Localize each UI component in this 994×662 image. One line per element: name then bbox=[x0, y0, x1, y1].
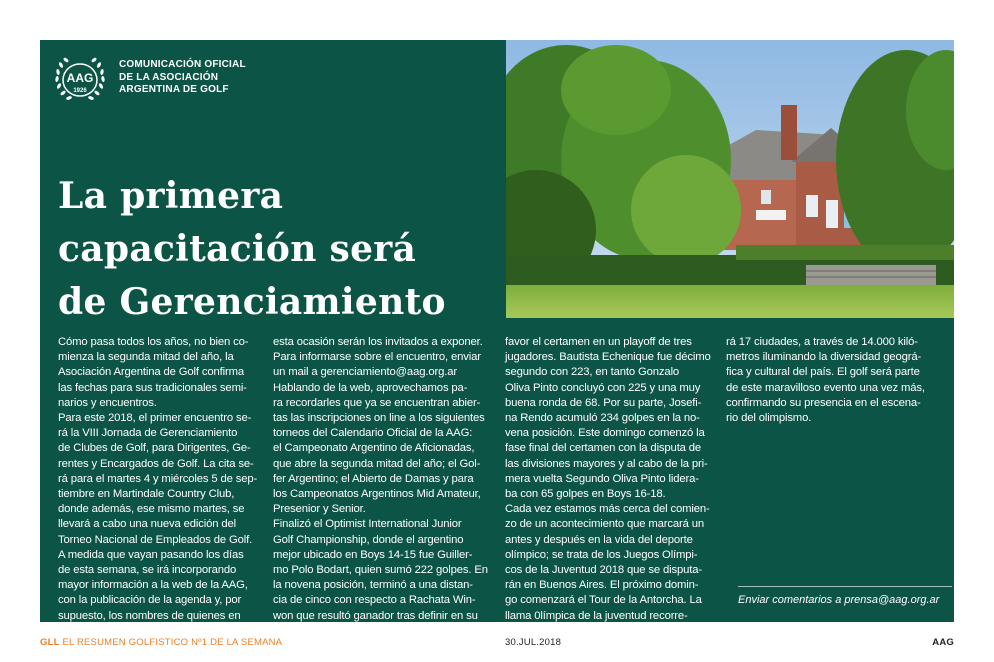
contact-email[interactable]: Enviar comentarios a prensa@aag.org.ar bbox=[738, 594, 940, 606]
article-column-3 bbox=[505, 335, 720, 624]
email-link[interactable]: un mail a gerenciamiento@aag.org.ar bbox=[273, 366, 457, 379]
text-line: tas las inscripciones on line a los siguientes bbox=[273, 412, 485, 425]
article-column-4 bbox=[726, 335, 941, 426]
text-line: rá la VIII Jornada de Gerenciamiento bbox=[58, 427, 238, 440]
headline-line: de Gerenciamiento bbox=[58, 281, 446, 323]
text-line: rá para el martes 4 y miércoles 5 de sep- bbox=[58, 472, 258, 485]
article-column-2 bbox=[273, 335, 488, 624]
text-line: de Clubes de Golf, para Dirigentes, Ge- bbox=[58, 442, 251, 455]
text-line: zo de un acontecimiento que marcará un bbox=[505, 518, 705, 531]
footer-date: 30.JUL.2018 bbox=[505, 637, 562, 648]
text-line: mienza la segunda mitad del año, la bbox=[58, 351, 234, 364]
text-line: con la publicación de la agenda y, por bbox=[58, 594, 242, 607]
text-line: favor el certamen en un playoff de tres bbox=[505, 336, 692, 348]
text-line: cia de cinco con respecto a Rachata Win- bbox=[273, 594, 476, 607]
text-line: torneos del Calendario Oficial de la AAG: bbox=[273, 427, 473, 440]
contact-divider bbox=[738, 586, 952, 587]
text-line: jugadores. Bautista Echenique fue décimo bbox=[505, 351, 711, 364]
clubhouse-photo bbox=[506, 40, 954, 318]
text-line: el Campeonato Argentino de Aficionadas, bbox=[273, 442, 475, 455]
text-line: segundo con 223, en tanto Gonzalo bbox=[505, 366, 680, 379]
text-line: ra recordarles que ya se encuentran abier- bbox=[273, 396, 481, 409]
text-line: las divisiones mayores y al cabo de la pri- bbox=[505, 457, 708, 470]
text-line: ba con 65 golpes en Boys 16-18. bbox=[505, 488, 666, 501]
text-line: vena posición. Este domingo comenzó la bbox=[505, 427, 705, 440]
org-line: DE LA ASOCIACIÓN bbox=[119, 71, 219, 83]
logo-year: 1926 bbox=[73, 88, 87, 94]
text-line: rio del olimpismo. bbox=[726, 412, 812, 425]
text-line: mejor ubicado en Boys 14-15 fue Guiller- bbox=[273, 548, 473, 561]
text-line: Para este 2018, el primer encuentro se- bbox=[58, 412, 252, 425]
text-line: rá 17 ciudades, a través de 14.000 kiló- bbox=[726, 336, 918, 348]
headline bbox=[58, 170, 498, 329]
org-label bbox=[119, 59, 246, 97]
footer-publisher: AAG bbox=[932, 637, 954, 648]
text-line: Presenior y Senior. bbox=[273, 503, 366, 516]
text-line: rán en Buenos Aires. El próximo domin- bbox=[505, 579, 699, 592]
text-line: la novena posición, terminó a una distan- bbox=[273, 579, 473, 592]
text-line: Asociación Argentina de Golf confirma bbox=[58, 366, 244, 379]
text-line: A medida que vayan pasando los días bbox=[58, 548, 244, 561]
text-line: Cómo pasa todos los años, no bien co- bbox=[58, 336, 249, 348]
text-line: mera vuelta Segundo Oliva Pinto lidera- bbox=[505, 472, 699, 485]
text-line: rentes y Encargados de Golf. La cita se- bbox=[58, 457, 254, 470]
text-line: donde además, ese mismo martes, se bbox=[58, 503, 245, 516]
text-line: llevará a cabo una nueva edición del bbox=[58, 518, 236, 531]
text-line: Oliva Pinto concluyó con 225 y una muy bbox=[505, 381, 701, 394]
text-line: los Campeonatos Argentinos Mid Amateur, bbox=[273, 488, 481, 501]
footer-brand: GLL bbox=[40, 637, 60, 648]
headline-line: La primera bbox=[58, 175, 284, 217]
text-line: Para informarse sobre el encuentro, enviar bbox=[273, 351, 481, 364]
text-line: fase final del certamen con la disputa de bbox=[505, 442, 702, 455]
text-line: metros iluminando la diversidad geográ- bbox=[726, 351, 922, 364]
text-line: tiembre en Martindale Country Club, bbox=[58, 488, 235, 501]
text-line: esta ocasión serán los invitados a exponer. bbox=[273, 336, 483, 348]
headline-line: capacitación será bbox=[58, 228, 417, 270]
text-line: de esta semana, se irá incorporando bbox=[58, 564, 237, 577]
text-line: fica y cultural del país. El golf será parte bbox=[726, 366, 920, 379]
logo-letters: AAG bbox=[66, 71, 94, 85]
text-line: las fechas para sus tradicionales semi- bbox=[58, 381, 247, 394]
footer-tagline-text: EL RESUMEN GOLFISTICO Nº1 DE LA SEMANA bbox=[62, 637, 283, 648]
text-line: Cada vez estamos más cerca del comien- bbox=[505, 503, 710, 516]
article-column-1 bbox=[58, 335, 273, 624]
text-line: que abre la segunda mitad del año; el Gol- bbox=[273, 457, 481, 470]
text-line: antes y después en la vida del deporte bbox=[505, 533, 693, 546]
text-line: mayor información a la web de la AAG, bbox=[58, 579, 248, 592]
text-line: de este maravilloso evento una vez más, bbox=[726, 381, 925, 394]
text-line: Torneo Nacional de Empleados de Golf. bbox=[58, 533, 253, 546]
footer-tagline bbox=[40, 637, 282, 648]
text-line: olímpico; se trata de los Juegos Olímpi- bbox=[505, 548, 698, 561]
text-line: won que resultó ganador tras definir en su bbox=[273, 609, 478, 622]
text-line: Hablando de la web, aprovechamos pa- bbox=[273, 381, 468, 394]
text-line: na Rendo acumuló 234 golpes en la no- bbox=[505, 412, 700, 425]
text-line: confirmando su presencia en el escena- bbox=[726, 396, 921, 409]
text-line: mo Polo Bodart, quien sumó 222 golpes. En bbox=[273, 564, 488, 577]
text-line: go comenzará el Tour de la Antorcha. La bbox=[505, 594, 702, 607]
text-line: Finalizó el Optimist International Junior bbox=[273, 518, 462, 531]
text-line: supuesto, los nombres de quienes en bbox=[58, 609, 241, 622]
org-line: ARGENTINA DE GOLF bbox=[119, 84, 229, 95]
text-line: buena ronda de 68. Por su parte, Josefi- bbox=[505, 396, 702, 409]
text-line: Golf Championship, donde el argentino bbox=[273, 533, 464, 546]
text-line: fer Argentino; el Abierto de Damas y para bbox=[273, 472, 474, 485]
aag-logo bbox=[52, 52, 108, 108]
text-line: narios y encuentros. bbox=[58, 396, 157, 409]
text-line: llama 0límpica de la juventud recorre- bbox=[505, 609, 688, 622]
text-line: cos de la Juventud 2018 que se disputa- bbox=[505, 564, 703, 577]
org-line: COMUNICACIÓN OFICIAL bbox=[119, 59, 246, 70]
